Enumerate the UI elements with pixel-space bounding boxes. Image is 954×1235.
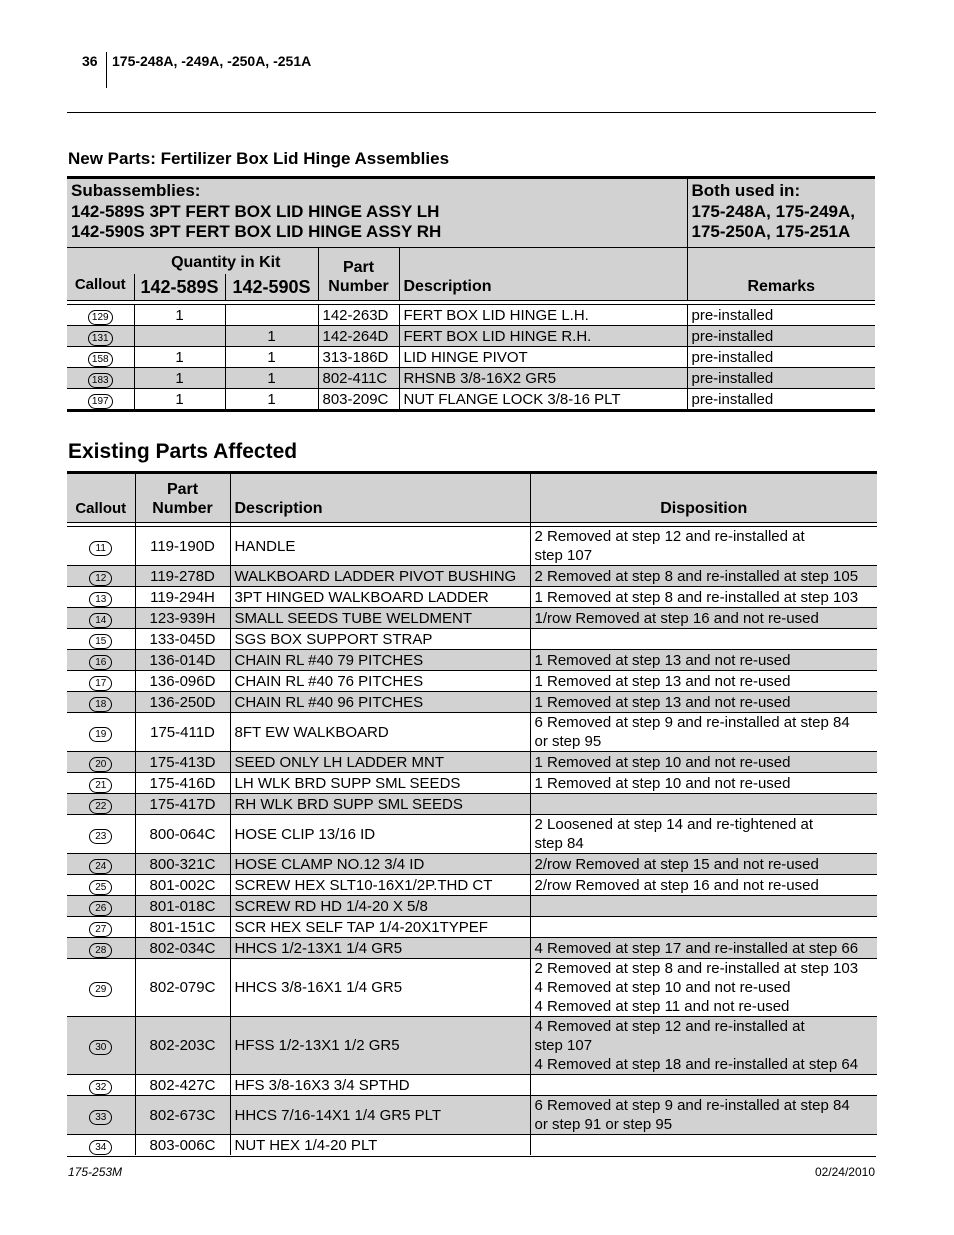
callout-cell	[67, 875, 135, 896]
disposition-line: 1 Removed at step 8 and re-installed at step 103	[534, 588, 859, 606]
callout-cell	[67, 368, 134, 389]
col-quantity-in-kit: Quantity in Kit	[134, 248, 318, 275]
description-cell: NUT HEX 1/4-20 PLT	[230, 1135, 530, 1156]
part-number-cell: 119-294H	[135, 587, 230, 608]
callout-badge: 17	[89, 676, 112, 691]
page-number: 36	[82, 53, 98, 69]
disposition-line: 2 Removed at step 12 and re-installed at	[534, 528, 805, 545]
col-callout: Callout	[67, 473, 135, 523]
callout-cell	[67, 305, 134, 326]
disposition-line: 1 Removed at step 13 and not re-used	[534, 693, 791, 711]
disposition-line: 6 Removed at step 9 and re-installed at step 84	[534, 714, 850, 731]
table-row	[67, 854, 877, 875]
disposition-line: 1 Removed at step 10 and not re-used	[534, 753, 791, 771]
callout-cell	[67, 566, 135, 587]
subassembly-lh: 142-589S 3PT FERT BOX LID HINGE ASSY LH	[71, 201, 440, 221]
callout-badge: 32	[89, 1080, 112, 1095]
both-used-models-2: 175-250A, 175-251A	[691, 222, 851, 241]
table-row	[67, 527, 877, 566]
remarks-cell: pre-installed	[687, 326, 875, 347]
callout-cell	[67, 629, 135, 650]
disposition-cell	[530, 773, 877, 794]
part-number-cell: 802-427C	[135, 1075, 230, 1096]
col-disposition: Disposition	[530, 473, 877, 523]
callout-cell	[67, 671, 135, 692]
callout-cell	[67, 1135, 135, 1156]
description-cell: HFSS 1/2-13X1 1/2 GR5	[230, 1017, 530, 1075]
part-number-cell: 803-209C	[318, 389, 399, 411]
disposition-line: 4 Removed at step 12 and re-installed at	[534, 1018, 805, 1035]
description-cell: SMALL SEEDS TUBE WELDMENT	[230, 608, 530, 629]
disposition-line: 4 Removed at step 18 and re-installed at step 64	[534, 1056, 859, 1073]
part-number-cell: 142-264D	[318, 326, 399, 347]
description-cell: LID HINGE PIVOT	[399, 347, 687, 368]
part-number-cell: 175-411D	[135, 713, 230, 752]
remarks-cell: pre-installed	[687, 368, 875, 389]
description-cell: CHAIN RL #40 76 PITCHES	[230, 671, 530, 692]
table-row	[67, 629, 877, 650]
description-cell: HHCS 1/2-13X1 1/4 GR5	[230, 938, 530, 959]
callout-badge: 197	[88, 394, 113, 409]
callout-cell	[67, 959, 135, 1017]
part-number-cell: 119-190D	[135, 527, 230, 566]
callout-badge: 16	[89, 655, 112, 670]
description-cell: 3PT HINGED WALKBOARD LADDER	[230, 587, 530, 608]
page-header-title: 175-248A, -249A, -250A, -251A	[112, 53, 312, 69]
qty-589s-cell: 1	[134, 368, 225, 389]
callout-cell	[67, 854, 135, 875]
part-number-cell: 802-411C	[318, 368, 399, 389]
table-row	[67, 566, 877, 587]
remarks-cell: pre-installed	[687, 305, 875, 326]
disposition-line: 2/row Removed at step 15 and not re-used	[534, 855, 819, 873]
description-cell: HANDLE	[230, 527, 530, 566]
disposition-cell	[530, 587, 877, 608]
callout-cell	[67, 794, 135, 815]
disposition-cell	[530, 815, 877, 854]
callout-badge: 23	[89, 829, 112, 844]
col-description: Description	[399, 248, 687, 301]
disposition-cell	[530, 608, 877, 629]
callout-badge: 131	[88, 331, 113, 346]
subassemblies-label: Subassemblies:	[71, 181, 201, 200]
part-number-cell: 800-064C	[135, 815, 230, 854]
callout-badge: 25	[89, 880, 112, 895]
callout-cell	[67, 713, 135, 752]
part-number-cell: 136-014D	[135, 650, 230, 671]
subassembly-rh: 142-590S 3PT FERT BOX LID HINGE ASSY RH	[71, 222, 442, 241]
callout-cell	[67, 752, 135, 773]
callout-badge: 183	[88, 373, 113, 388]
description-cell: LH WLK BRD SUPP SML SEEDS	[230, 773, 530, 794]
qty-589s-cell: 1	[134, 305, 225, 326]
part-number-cell: 801-002C	[135, 875, 230, 896]
description-cell: CHAIN RL #40 96 PITCHES	[230, 692, 530, 713]
header-divider	[106, 52, 107, 88]
callout-badge: 20	[89, 757, 112, 772]
description-cell: FERT BOX LID HINGE L.H.	[399, 305, 687, 326]
description-cell: SCREW HEX SLT10-16X1/2P.THD CT	[230, 875, 530, 896]
table-row	[67, 650, 877, 671]
table-row	[67, 794, 877, 815]
part-number-cell: 123-939H	[135, 608, 230, 629]
callout-cell	[67, 1096, 135, 1135]
part-number-cell: 175-417D	[135, 794, 230, 815]
table-row	[67, 1135, 877, 1156]
part-number-cell: 175-413D	[135, 752, 230, 773]
table-row	[67, 305, 875, 326]
callout-badge: 28	[89, 943, 112, 958]
disposition-cell	[530, 938, 877, 959]
callout-cell	[67, 1075, 135, 1096]
disposition-cell	[530, 1096, 877, 1135]
callout-cell	[67, 326, 134, 347]
table-row	[67, 938, 877, 959]
callout-badge: 21	[89, 778, 112, 793]
col-part-number: Part Number	[318, 248, 399, 301]
table-header-row	[67, 473, 877, 523]
part-number-cell: 133-045D	[135, 629, 230, 650]
qty-590s-cell: 1	[225, 368, 318, 389]
col-qty-590s: 142-590S	[225, 274, 318, 301]
description-cell: FERT BOX LID HINGE R.H.	[399, 326, 687, 347]
disposition-line: 1 Removed at step 10 and not re-used	[534, 774, 791, 792]
table-row	[67, 389, 875, 411]
col-callout: Callout	[67, 248, 134, 301]
table-row	[67, 917, 877, 938]
table-row	[67, 875, 877, 896]
table-row	[67, 608, 877, 629]
header-rule	[67, 112, 876, 113]
disposition-line: 1 Removed at step 13 and not re-used	[534, 651, 791, 669]
remarks-cell: pre-installed	[687, 389, 875, 411]
col-remarks: Remarks	[687, 248, 875, 301]
table-row	[67, 347, 875, 368]
callout-cell	[67, 896, 135, 917]
part-number-cell: 802-034C	[135, 938, 230, 959]
callout-cell	[67, 815, 135, 854]
disposition-line: 4 Removed at step 17 and re-installed at step 66	[534, 939, 859, 957]
description-cell: HHCS 7/16-14X1 1/4 GR5 PLT	[230, 1096, 530, 1135]
existing-parts-table	[67, 471, 877, 1155]
table-row	[67, 959, 877, 1017]
disposition-line: step 107	[534, 1037, 593, 1054]
description-cell: RHSNB 3/8-16X2 GR5	[399, 368, 687, 389]
disposition-line: 6 Removed at step 9 and re-installed at step 84	[534, 1097, 850, 1114]
qty-590s-cell: 1	[225, 389, 318, 411]
disposition-cell	[530, 1075, 877, 1096]
col-description: Description	[230, 473, 530, 523]
disposition-cell	[530, 671, 877, 692]
callout-cell	[67, 917, 135, 938]
disposition-cell	[530, 917, 877, 938]
qty-590s-cell: 1	[225, 347, 318, 368]
new-parts-table	[67, 176, 875, 412]
table-row	[67, 1075, 877, 1096]
callout-badge: 13	[89, 592, 112, 607]
col-part-number: Part Number	[135, 473, 230, 523]
part-number-cell: 800-321C	[135, 854, 230, 875]
callout-badge: 24	[89, 859, 112, 874]
remarks-cell: pre-installed	[687, 347, 875, 368]
callout-badge: 30	[89, 1040, 112, 1055]
description-cell: HFS 3/8-16X3 3/4 SPTHD	[230, 1075, 530, 1096]
both-used-label: Both used in:	[691, 181, 801, 200]
disposition-cell	[530, 794, 877, 815]
callout-cell	[67, 692, 135, 713]
description-cell: RH WLK BRD SUPP SML SEEDS	[230, 794, 530, 815]
disposition-line: 2 Removed at step 8 and re-installed at step 105	[534, 567, 859, 585]
disposition-line: 4 Removed at step 10 and not re-used	[534, 979, 791, 996]
table-row	[67, 773, 877, 794]
table-row	[67, 692, 877, 713]
table-row	[67, 326, 875, 347]
description-cell: HOSE CLAMP NO.12 3/4 ID	[230, 854, 530, 875]
description-cell: 8FT EW WALKBOARD	[230, 713, 530, 752]
qty-589s-cell: 1	[134, 389, 225, 411]
table-row	[67, 815, 877, 854]
table-row	[67, 1096, 877, 1135]
part-number-cell: 802-203C	[135, 1017, 230, 1075]
disposition-cell	[530, 629, 877, 650]
callout-cell	[67, 1017, 135, 1075]
subassemblies-row	[67, 178, 875, 248]
qty-590s-cell	[225, 305, 318, 326]
description-cell: SEED ONLY LH LADDER MNT	[230, 752, 530, 773]
callout-badge: 11	[89, 541, 112, 556]
description-cell: SGS BOX SUPPORT STRAP	[230, 629, 530, 650]
part-number-cell: 136-250D	[135, 692, 230, 713]
part-number-cell: 802-673C	[135, 1096, 230, 1135]
existing-parts-title: Existing Parts Affected	[68, 440, 298, 463]
callout-badge: 27	[89, 922, 112, 937]
callout-cell	[67, 650, 135, 671]
table-header-row	[67, 248, 875, 275]
disposition-line: 2/row Removed at step 16 and not re-used	[534, 876, 819, 894]
table-row	[67, 671, 877, 692]
description-cell: SCR HEX SELF TAP 1/4-20X1TYPEF	[230, 917, 530, 938]
description-cell: NUT FLANGE LOCK 3/8-16 PLT	[399, 389, 687, 411]
table-row	[67, 587, 877, 608]
callout-cell	[67, 347, 134, 368]
part-number-cell: 801-018C	[135, 896, 230, 917]
part-number-cell: 136-096D	[135, 671, 230, 692]
callout-badge: 22	[89, 799, 112, 814]
part-number-cell: 142-263D	[318, 305, 399, 326]
disposition-cell	[530, 566, 877, 587]
callout-badge: 14	[89, 613, 112, 628]
table-row	[67, 713, 877, 752]
callout-badge: 15	[89, 634, 112, 649]
disposition-line: or step 95	[534, 733, 602, 750]
qty-590s-cell: 1	[225, 326, 318, 347]
disposition-line: 1 Removed at step 13 and not re-used	[534, 672, 791, 690]
part-number-cell: 119-278D	[135, 566, 230, 587]
disposition-line: 4 Removed at step 11 and not re-used	[534, 998, 790, 1015]
disposition-cell	[530, 1017, 877, 1075]
disposition-line: 1/row Removed at step 16 and not re-used	[534, 609, 819, 627]
disposition-cell	[530, 896, 877, 917]
callout-cell	[67, 938, 135, 959]
callout-badge: 12	[89, 571, 112, 586]
disposition-line: or step 91 or step 95	[534, 1116, 673, 1133]
disposition-cell	[530, 752, 877, 773]
disposition-cell	[530, 854, 877, 875]
disposition-cell	[530, 1135, 877, 1156]
table-row	[67, 896, 877, 917]
callout-badge: 34	[89, 1140, 112, 1155]
callout-badge: 33	[89, 1110, 112, 1125]
callout-cell	[67, 587, 135, 608]
qty-589s-cell	[134, 326, 225, 347]
both-used-models-1: 175-248A, 175-249A,	[691, 201, 856, 221]
description-cell: SCREW RD HD 1/4-20 X 5/8	[230, 896, 530, 917]
footer-doc-number: 175-253M	[68, 1165, 123, 1179]
callout-cell	[67, 527, 135, 566]
part-number-cell: 175-416D	[135, 773, 230, 794]
col-qty-589s: 142-589S	[134, 274, 225, 301]
table-row	[67, 752, 877, 773]
disposition-line: step 84	[534, 835, 584, 852]
description-cell: WALKBOARD LADDER PIVOT BUSHING	[230, 566, 530, 587]
table-row	[67, 1017, 877, 1075]
callout-cell	[67, 389, 134, 411]
callout-cell	[67, 608, 135, 629]
part-number-cell: 802-079C	[135, 959, 230, 1017]
disposition-cell	[530, 650, 877, 671]
part-number-cell: 801-151C	[135, 917, 230, 938]
footer-date: 02/24/2010	[814, 1165, 875, 1179]
callout-cell	[67, 773, 135, 794]
part-number-cell: 313-186D	[318, 347, 399, 368]
disposition-line: step 107	[534, 547, 593, 564]
qty-589s-cell: 1	[134, 347, 225, 368]
disposition-cell	[530, 875, 877, 896]
disposition-cell	[530, 527, 877, 566]
disposition-cell	[530, 713, 877, 752]
description-cell: HHCS 3/8-16X1 1/4 GR5	[230, 959, 530, 1017]
disposition-cell	[530, 692, 877, 713]
callout-badge: 26	[89, 901, 112, 916]
callout-badge: 18	[89, 697, 112, 712]
new-parts-title: New Parts: Fertilizer Box Lid Hinge Assemblies	[68, 149, 450, 168]
footer-rule	[67, 1156, 876, 1157]
callout-badge: 19	[89, 727, 112, 742]
description-cell: CHAIN RL #40 79 PITCHES	[230, 650, 530, 671]
part-number-cell: 803-006C	[135, 1135, 230, 1156]
description-cell: HOSE CLIP 13/16 ID	[230, 815, 530, 854]
table-row	[67, 368, 875, 389]
disposition-cell	[530, 959, 877, 1017]
callout-badge: 29	[89, 982, 112, 997]
disposition-line: 2 Removed at step 8 and re-installed at step 103	[534, 960, 859, 977]
callout-badge: 129	[88, 310, 113, 325]
disposition-line: 2 Loosened at step 14 and re-tightened at	[534, 816, 814, 833]
callout-badge: 158	[88, 352, 113, 367]
